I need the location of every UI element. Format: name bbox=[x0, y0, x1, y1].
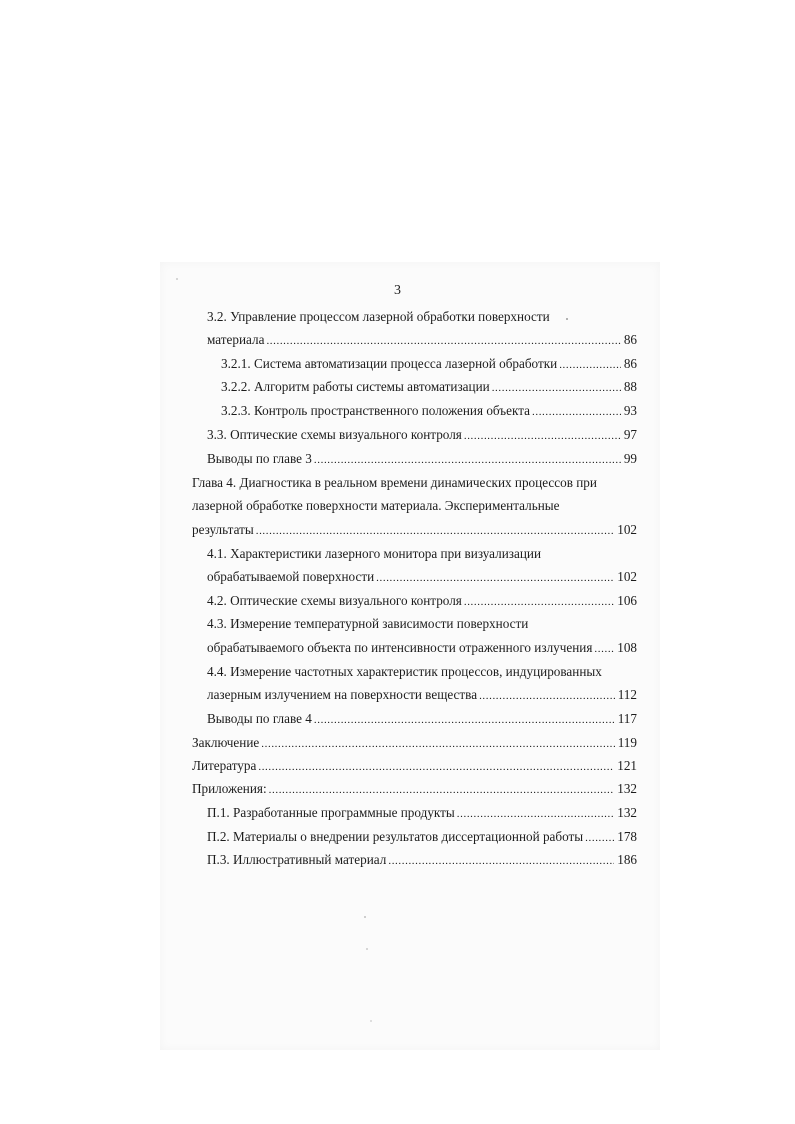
toc-entry-4-2[interactable] bbox=[207, 592, 637, 611]
dot-leader bbox=[457, 806, 614, 823]
dot-leader bbox=[594, 641, 614, 658]
toc-page-number: 178 bbox=[617, 829, 637, 844]
toc-entry-conclusion[interactable] bbox=[192, 734, 637, 753]
toc-entry-3-2-2[interactable] bbox=[221, 378, 637, 397]
toc-page-number: 106 bbox=[617, 593, 637, 608]
toc-page-number: 102 bbox=[617, 522, 637, 537]
toc-entry-title: Литература bbox=[192, 758, 257, 773]
toc-entry-4-1[interactable] bbox=[207, 568, 637, 587]
toc-page-number: 132 bbox=[617, 781, 637, 796]
toc-entry-appendices[interactable] bbox=[192, 780, 637, 799]
toc-entry-4-3-heading[interactable] bbox=[207, 615, 528, 632]
toc-entry-title: 3.2.3. Контроль пространственного положения объекта bbox=[221, 403, 530, 418]
toc-entry-title: П.1. Разработанные программные продукты bbox=[207, 805, 455, 820]
dot-leader bbox=[269, 782, 615, 799]
toc-entry-4-4[interactable] bbox=[207, 686, 637, 705]
toc-entry-title: Глава 4. Диагностика в реальном времени динамических процессов при bbox=[192, 475, 597, 490]
toc-entry-literature[interactable] bbox=[192, 757, 637, 776]
dot-leader bbox=[388, 853, 614, 870]
toc-entry-title: лазерной обработке поверхности материала. Экспериментальные bbox=[192, 498, 560, 513]
toc-entry-3-2[interactable] bbox=[207, 331, 637, 350]
toc-entry-chapter-3-conclusions[interactable] bbox=[207, 450, 637, 469]
toc-entry-title: П.3. Иллюстративный материал bbox=[207, 852, 387, 867]
dot-leader bbox=[492, 380, 621, 397]
toc-page-number: 121 bbox=[617, 758, 637, 773]
dot-leader bbox=[266, 333, 620, 350]
dot-leader bbox=[479, 688, 615, 705]
dot-leader bbox=[314, 712, 615, 729]
scan-speck bbox=[566, 318, 568, 320]
toc-entry-3-3[interactable] bbox=[207, 426, 637, 445]
toc-page-number: 86 bbox=[623, 356, 637, 371]
toc-page-number: 132 bbox=[617, 805, 637, 820]
toc-entry-3-2-3[interactable] bbox=[221, 402, 637, 421]
toc-entry-title: 3.3. Оптические схемы визуального контроля bbox=[207, 427, 462, 442]
toc-entry-title: 4.1. Характеристики лазерного монитора при визуализации bbox=[207, 546, 542, 561]
toc-page-number: 117 bbox=[617, 711, 637, 726]
scan-speck bbox=[176, 278, 178, 280]
toc-entry-4-3[interactable] bbox=[207, 639, 637, 658]
toc-page-number: 186 bbox=[617, 852, 637, 867]
toc-entry-title: 3.2. Управление процессом лазерной обработки поверхности bbox=[207, 309, 550, 324]
toc-entry-title: Выводы по главе 3 bbox=[207, 451, 312, 466]
toc-entry-chapter-4-heading[interactable] bbox=[192, 474, 597, 491]
dot-leader bbox=[464, 594, 614, 611]
toc-entry-appendix-1[interactable] bbox=[207, 804, 637, 823]
toc-entry-chapter-4[interactable] bbox=[192, 521, 637, 540]
toc-entry-3-2-1[interactable] bbox=[221, 355, 637, 374]
toc-entry-title: 3.2.2. Алгоритм работы системы автоматизации bbox=[221, 379, 490, 394]
toc-entry-title: материала bbox=[207, 332, 265, 347]
page-number: 3 bbox=[394, 283, 401, 298]
toc-entry-title: Выводы по главе 4 bbox=[207, 711, 312, 726]
toc-page-number: 102 bbox=[617, 569, 637, 584]
toc-entry-title: 4.2. Оптические схемы визуального контроля bbox=[207, 593, 462, 608]
toc-entry-title: 4.3. Измерение температурной зависимости поверхности bbox=[207, 616, 529, 631]
scan-speck bbox=[370, 1020, 372, 1022]
toc-entry-chapter-4-heading-cont[interactable] bbox=[192, 497, 560, 514]
dot-leader bbox=[585, 830, 614, 847]
dot-leader bbox=[258, 759, 614, 776]
toc-entry-title: 4.4. Измерение частотных характеристик процессов, индуцированных bbox=[207, 664, 602, 679]
toc-entry-title: обрабатываемого объекта по интенсивности отраженного излучения bbox=[207, 640, 593, 655]
toc-entry-title: лазерным излучением на поверхности вещества bbox=[207, 687, 478, 702]
toc-entry-chapter-4-conclusions[interactable] bbox=[207, 710, 637, 729]
toc-entry-4-4-heading[interactable] bbox=[207, 663, 602, 680]
toc-page-number: 112 bbox=[617, 687, 637, 702]
dot-leader bbox=[314, 452, 621, 469]
toc-entry-title: результаты bbox=[192, 522, 254, 537]
toc-page-number: 119 bbox=[617, 735, 637, 750]
dot-leader bbox=[376, 570, 614, 587]
toc-page-number: 86 bbox=[623, 332, 637, 347]
toc-page-number: 99 bbox=[623, 451, 637, 466]
toc-page-number: 108 bbox=[617, 640, 637, 655]
toc-page-number: 88 bbox=[623, 379, 637, 394]
toc-entry-appendix-3[interactable] bbox=[207, 851, 637, 870]
dot-leader bbox=[261, 736, 614, 753]
toc-page-number: 97 bbox=[623, 427, 637, 442]
toc-entry-title: Приложения: bbox=[192, 781, 267, 796]
dot-leader bbox=[559, 357, 621, 374]
toc-entry-title: обрабатываемой поверхности bbox=[207, 569, 375, 584]
dot-leader bbox=[464, 428, 621, 445]
toc-entry-title: П.2. Материалы о внедрении результатов диссертационной работы bbox=[207, 829, 584, 844]
dot-leader bbox=[532, 404, 621, 421]
toc-page-number: 93 bbox=[623, 403, 637, 418]
toc-entry-appendix-2[interactable] bbox=[207, 828, 637, 847]
toc-entry-4-1-heading[interactable] bbox=[207, 545, 541, 562]
scan-speck bbox=[366, 948, 368, 950]
toc-entry-3-2-heading[interactable] bbox=[207, 308, 550, 325]
dot-leader bbox=[256, 523, 615, 540]
toc-entry-title: Заключение bbox=[192, 735, 260, 750]
toc-entry-title: 3.2.1. Система автоматизации процесса лазерной обработки bbox=[221, 356, 558, 371]
scan-speck bbox=[364, 916, 366, 918]
